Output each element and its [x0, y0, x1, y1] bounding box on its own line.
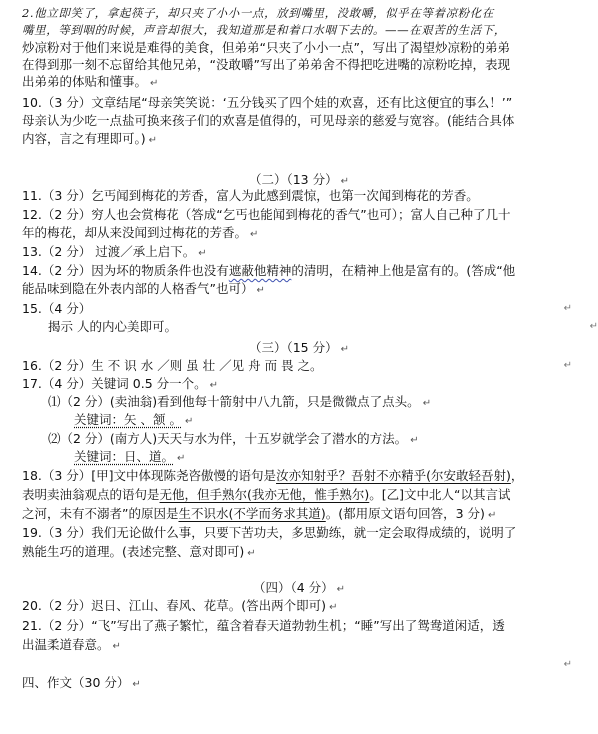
return-mark-icon: ↵: [329, 602, 338, 613]
q21-answer-line-2: 出温柔道春意。 ↵: [22, 637, 121, 652]
return-mark-icon: ↵: [422, 398, 432, 409]
q10-line-3: 内容，言之有理即可。) ↵: [22, 131, 158, 146]
q12-answer-line-2: 年的梅花，却从来没闻到过梅花的芳香。 ↵: [22, 225, 259, 240]
q21-answer-line-1: 21.（2 分）“飞”写出了燕子繁忙，蕴含着春天道勃勃生机；“睡”写出了鸳鸯道闲适，透: [22, 618, 505, 633]
return-mark-icon: ↵: [198, 248, 207, 259]
q18-answer-line-2: 表明卖油翁观点的语句是无他，但手熟尔(我亦无他，惟手熟尔)。[乙]文中北人“以其言试: [22, 487, 511, 502]
section-2-title: （二）（13 分） ↵: [248, 172, 350, 187]
q9-answer-line-3: 炒凉粉对于他们来说是难得的美食，但弟弟“只夹了小小一点”，写出了渴望炒凉粉的弟弟: [22, 40, 510, 55]
q15-answer: 揭示 人的内心美即可。 ↵: [48, 319, 598, 334]
q17-1-keywords: 关键词：矢 、颔 。 ↵: [74, 412, 194, 427]
return-mark-icon: ↵: [150, 78, 159, 89]
return-mark-icon: ↵: [336, 584, 346, 595]
q14-answer-line-2: 能品味到隐在外表内部的人格香气”也可） ↵: [22, 281, 265, 296]
return-mark-icon: ↵: [250, 229, 259, 240]
return-mark-icon: ↵: [487, 510, 497, 521]
q18-answer-line-1: 18.（3 分）[甲]文中体现陈尧咨傲慢的语句是汝亦知射乎？吾射不亦精乎(尔安敢轻吾射)，: [22, 468, 524, 483]
q16-answer: 16.（2 分）生 不 识 水 ／则 虽 壮 ／见 舟 而 畏 之。 ↵: [22, 358, 572, 373]
return-mark-icon: ↵: [112, 641, 121, 652]
q17-header: 17.（4 分）关键词 0.5 分一个。 ↵: [22, 376, 219, 391]
q14-answer-line-1: 14.（2 分）因为坏的物质条件也没有遮蔽他精神的清明，在精神上他是富有的。(答成“他: [22, 263, 516, 278]
return-mark-icon: ↵: [563, 303, 572, 314]
section-4-title: （四）（4 分） ↵: [252, 580, 346, 595]
q12-answer-line-1: 12.（2 分）穷人也会赏梅花（答成“乞丐也能闻到梅花的香气”也可）；富人自己种了几十: [22, 207, 511, 222]
q10-line-2: 母亲认为少吃一点盐可换来孩子们的欢喜是值得的，可见母亲的慈爱与宽容。(能结合具体: [22, 113, 515, 128]
q19-answer-line-1: 19.（3 分）我们无论做什么事，只要下苦功夫，多思勤练，就一定会取得成绩的，说明了: [22, 525, 517, 540]
q15-header: 15.（4 分） ↵: [22, 301, 572, 316]
return-mark-icon: ↵: [589, 321, 598, 332]
q9-answer-line-4: 在得到那一刻不忘留给其他兄弟，“没敢嚼”写出了弟弟舍不得把吃进嘴的凉粉吃掉，表现: [22, 57, 510, 72]
return-mark-icon: ↵: [209, 380, 219, 391]
q9-answer-line-1: 2.他立即笑了，拿起筷子，却只夹了小小一点，放到嘴里，没敢嚼，似乎在等着凉粉化在: [22, 6, 494, 20]
return-mark-icon: ↵: [410, 435, 419, 446]
q19-answer-line-2: 熟能生巧的道理。(表述完整、意对即可) ↵: [22, 544, 256, 559]
q11-answer: 11.（3 分）乞丐闻到梅花的芳香，富人为此感到震惊，也第一次闻到梅花的芳香。: [22, 188, 479, 203]
return-mark-icon: ↵: [563, 360, 572, 371]
q17-1-answer: ⑴（2 分）(卖油翁)看到他每十箭射中八九箭，只是微微点了点头。 ↵: [48, 394, 432, 409]
section-3-title: （三）（15 分） ↵: [248, 340, 350, 355]
return-mark-icon: ↵: [340, 344, 350, 355]
return-mark-icon: ↵: [563, 659, 572, 670]
return-mark-icon: ↵: [340, 176, 350, 187]
return-mark-icon: ↵: [256, 285, 265, 296]
q17-2-keywords: 关键词：日、道。 ↵: [74, 449, 186, 464]
return-mark-icon: ↵: [148, 135, 158, 146]
essay-title: 四、作文（30 分） ↵: [22, 675, 141, 690]
q20-answer: 20.（2 分）迟日、江山、春风、花草。(答出两个即可) ↵: [22, 598, 338, 613]
q17-2-answer: ⑵（2 分）(南方人)天天与水为伴，十五岁就学会了潜水的方法。 ↵: [48, 431, 419, 446]
return-mark-icon: ↵: [132, 679, 141, 690]
q13-answer: 13.（2 分） 过渡／承上启下。 ↵: [22, 244, 207, 259]
q10-line-1: 10.（3 分）文章结尾“母亲笑笑说：‘五分钱买了四个娃的欢喜，还有比这便宜的事么！’”: [22, 95, 513, 110]
return-mark-icon: ↵: [177, 453, 186, 464]
q9-answer-line-2: 嘴里，等到咽的时候，声音却很大，我知道那是和着口水咽下去的。——在艰苦的生活下，: [22, 23, 506, 37]
return-mark-icon: ↵: [184, 416, 194, 427]
return-mark-icon: ↵: [247, 548, 256, 559]
q18-answer-line-3: 之河，未有不溺者”的原因是生不识水(不学而务求其道)。(都用原文语句回答，3 分) ↵: [22, 506, 497, 521]
q9-answer-line-5: 出弟弟的体贴和懂事。 ↵: [22, 74, 159, 89]
